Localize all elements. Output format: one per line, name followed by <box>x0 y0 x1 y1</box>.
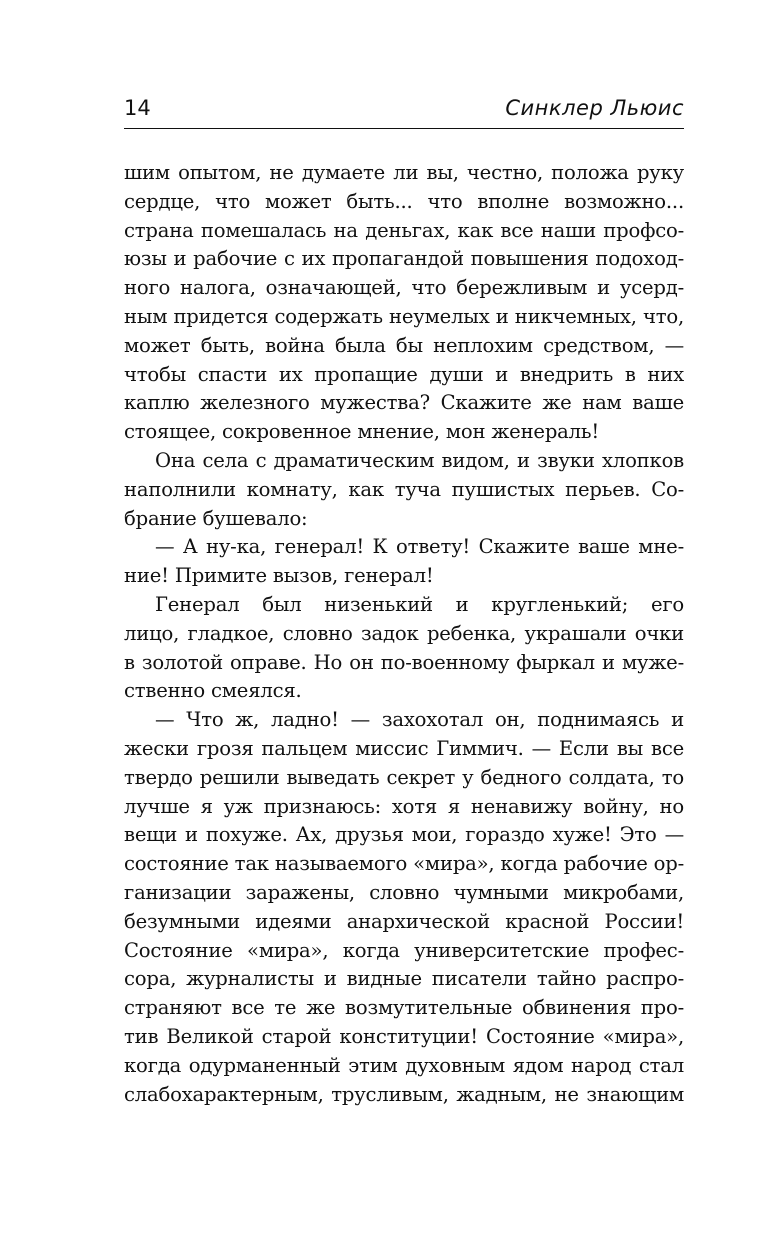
text-line: вещи и похуже. Ах, друзья мои, гораздо хуже! Это — <box>124 823 684 847</box>
text-line: ным придется содержать неумелых и никчемных, что, <box>124 304 684 328</box>
text-line: стоящее, сокровенное мнение, мон женераль! <box>124 420 600 444</box>
text-line: чтобы спасти их пропащие души и внедрить в них <box>124 362 684 386</box>
body-text <box>124 159 684 1109</box>
text-line: Состояние «мира», когда университетские профес- <box>124 938 684 962</box>
text-line: в золотой оправе. Но он по-военному фыркал и муже- <box>124 650 684 674</box>
text-line: жески грозя пальцем миссис Гиммич. — Если вы все <box>124 736 684 760</box>
text-line: страняют все те же возмутительные обвинения про- <box>124 996 684 1020</box>
text-line: лицо, гладкое, словно задок ребенка, украшали очки <box>124 621 684 645</box>
text-line: сердце, что может быть... что вполне возможно... <box>124 189 684 213</box>
text-line: состояние так называемого «мира», когда рабочие ор- <box>124 852 684 876</box>
text-line: — А ну-ка, генерал! К ответу! Скажите ваше мне- <box>155 535 684 559</box>
text-line: сора, журналисты и видные писатели тайно распро- <box>124 967 684 991</box>
text-line: ние! Примите вызов, генерал! <box>124 564 434 588</box>
text-line: слабохарактерным, трусливым, жадным, не знающим <box>124 1082 684 1106</box>
text-line: Генерал был низенький и кругленький; его <box>155 592 684 616</box>
text-line: — Что ж, ладно! — захохотал он, поднимаясь и <box>155 708 684 732</box>
text-line: безумными идеями анархической красной России! <box>124 909 684 933</box>
page-number: 14 <box>124 96 151 120</box>
running-title: Синклер Льюис <box>505 96 684 120</box>
text-line: наполнили комнату, как туча пушистых перьев. Со- <box>124 477 684 501</box>
text-line: каплю железного мужества? Скажите же нам ваше <box>124 391 684 415</box>
text-line: юзы и рабочие с их пропагандой повышения подоход- <box>124 247 684 271</box>
text-line: лучше я уж признаюсь: хотя я ненавижу войну, но <box>124 794 684 818</box>
text-line: твердо решили выведать секрет у бедного солдата, то <box>124 765 684 789</box>
text-line: ганизации заражены, словно чумными микробами, <box>124 880 684 904</box>
text-line: брание бушевало: <box>124 506 308 530</box>
text-line: шим опытом, не думаете ли вы, честно, положа руку <box>124 161 684 184</box>
text-line: Она села с драматическим видом, и звуки хлопков <box>155 448 684 472</box>
text-line: страна помешалась на деньгах, как все наши профсо- <box>124 218 684 242</box>
running-head <box>124 94 684 129</box>
text-line: может быть, война была бы неплохим средством, — <box>124 333 684 357</box>
text-line: тив Великой старой конституции! Состояние «мира», <box>124 1024 684 1048</box>
text-line: ственно смеялся. <box>124 679 302 703</box>
text-line: когда одурманенный этим духовным ядом народ стал <box>124 1053 684 1077</box>
text-line: ного налога, означающей, что бережливым и усерд- <box>124 276 684 300</box>
